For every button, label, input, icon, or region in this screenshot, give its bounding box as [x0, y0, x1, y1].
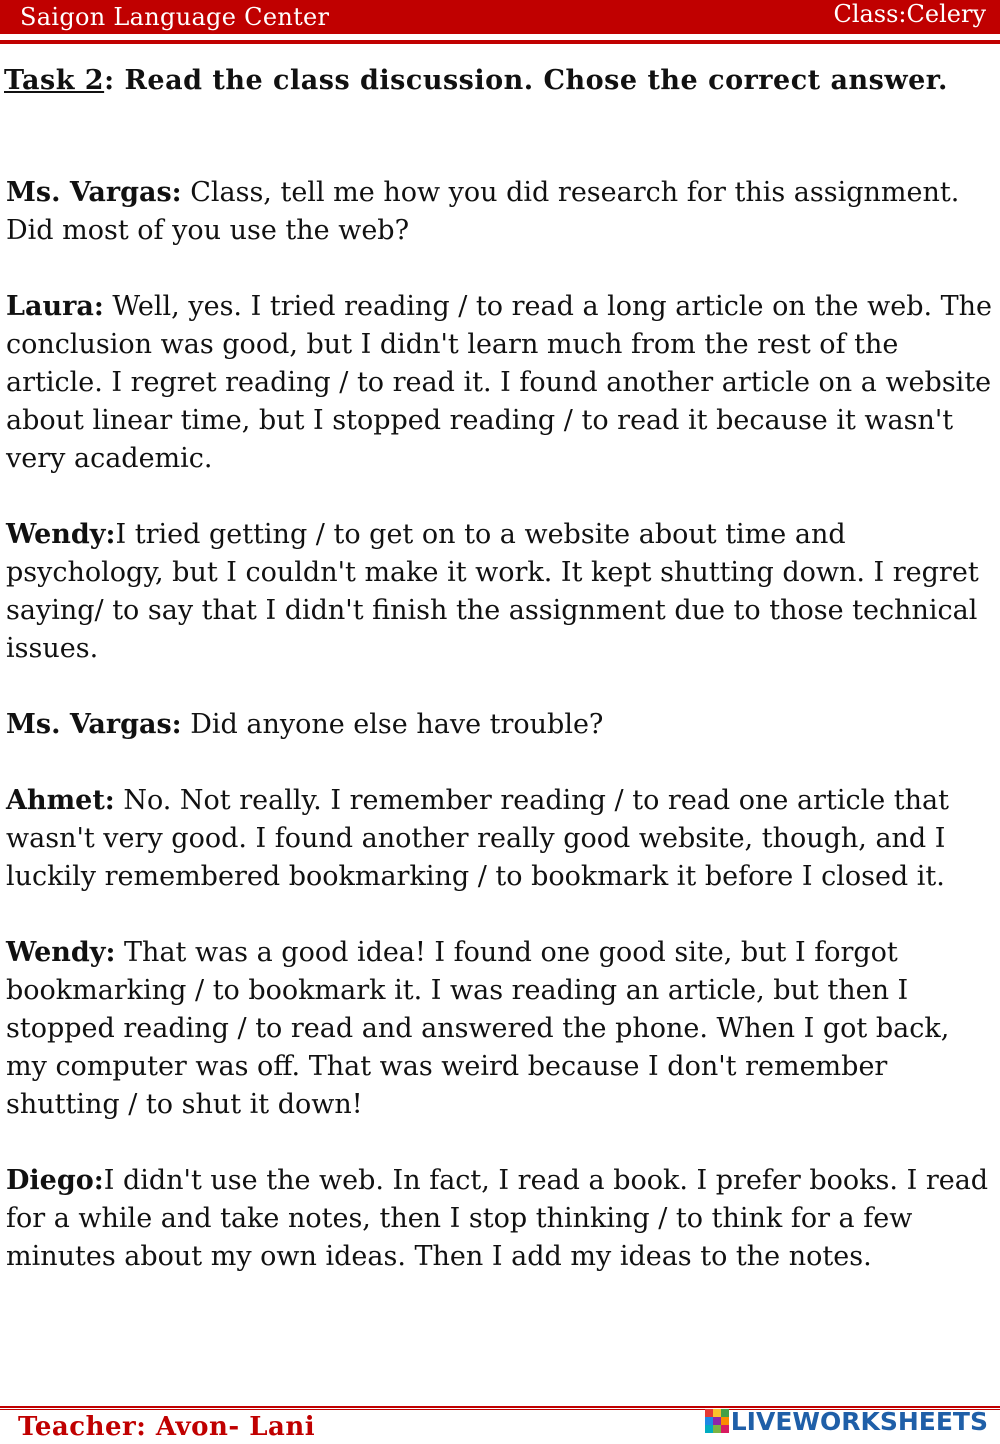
- liveworksheets-logo-icon: [705, 1409, 729, 1433]
- liveworksheets-brand[interactable]: [705, 1406, 988, 1436]
- speaker-name: Laura:: [6, 291, 104, 322]
- dialogue-text: That was a good idea! I found one good site, but I forgot bookmarking / to bookmark it. I was reading an article, but then I stopped reading / to read and answered the phone. When I got back, my computer was off. That was weird because I don't remember shutting / to shut it down!: [6, 937, 950, 1120]
- speaker-name: Wendy:: [6, 519, 116, 550]
- task-number: Task 2: [4, 65, 105, 96]
- dialogue-line: [6, 1162, 994, 1276]
- dialogue-line: [6, 288, 994, 478]
- dialogue-text: I didn't use the web. In fact, I read a book. I prefer books. I read for a while and take notes, then I stop thinking / to think for a few minutes about my own ideas. Then I add my ideas to the notes.: [6, 1165, 989, 1272]
- dialogue-text: I tried getting / to get on to a website about time and psychology, but I couldn't make it work. It kept shutting down. I regret saying/ to say that I didn't finish the assignment due to those technical issues.: [6, 519, 979, 664]
- header-bar: [0, 0, 1000, 34]
- dialogue-line: [6, 934, 994, 1124]
- dialogue-text: No. Not really. I remember reading / to read one article that wasn't very good. I found another really good website, though, and I luckily remembered bookmarking / to bookmark it before I closed it.: [6, 785, 949, 892]
- teacher-name: Teacher: Avon- Lani: [18, 1412, 316, 1442]
- speaker-name: Diego:: [6, 1165, 104, 1196]
- speaker-name: Wendy:: [6, 937, 116, 968]
- speaker-name: Ms. Vargas:: [6, 177, 182, 208]
- school-name: Saigon Language Center: [20, 3, 330, 31]
- dialogue-text: Class, tell me how you did research for this assignment. Did most of you use the web?: [6, 177, 960, 246]
- class-label: Class:Celery: [833, 0, 986, 28]
- dialogue-line: [6, 174, 994, 250]
- speaker-name: Ahmet:: [6, 785, 115, 816]
- task-heading: [4, 60, 984, 102]
- dialogue-text: Well, yes. I tried reading / to read a long article on the web. The conclusion was good, but I didn't learn much from the rest of the article. I regret reading / to read it. I found another article on a website about linear time, but I stopped reading / to read it because it wasn't very academic.: [6, 291, 993, 474]
- task-instruction: : Read the class discussion. Chose the correct answer.: [104, 65, 948, 96]
- header-divider: [0, 40, 1000, 44]
- speaker-name: Ms. Vargas:: [6, 709, 182, 740]
- dialogue-text: Did anyone else have trouble?: [181, 709, 604, 740]
- dialogue-line: [6, 516, 994, 668]
- dialogue-line: [6, 706, 994, 744]
- dialogue: [6, 174, 994, 1314]
- brand-text: LIVEWORKSHEETS: [730, 1406, 988, 1436]
- dialogue-line: [6, 782, 994, 896]
